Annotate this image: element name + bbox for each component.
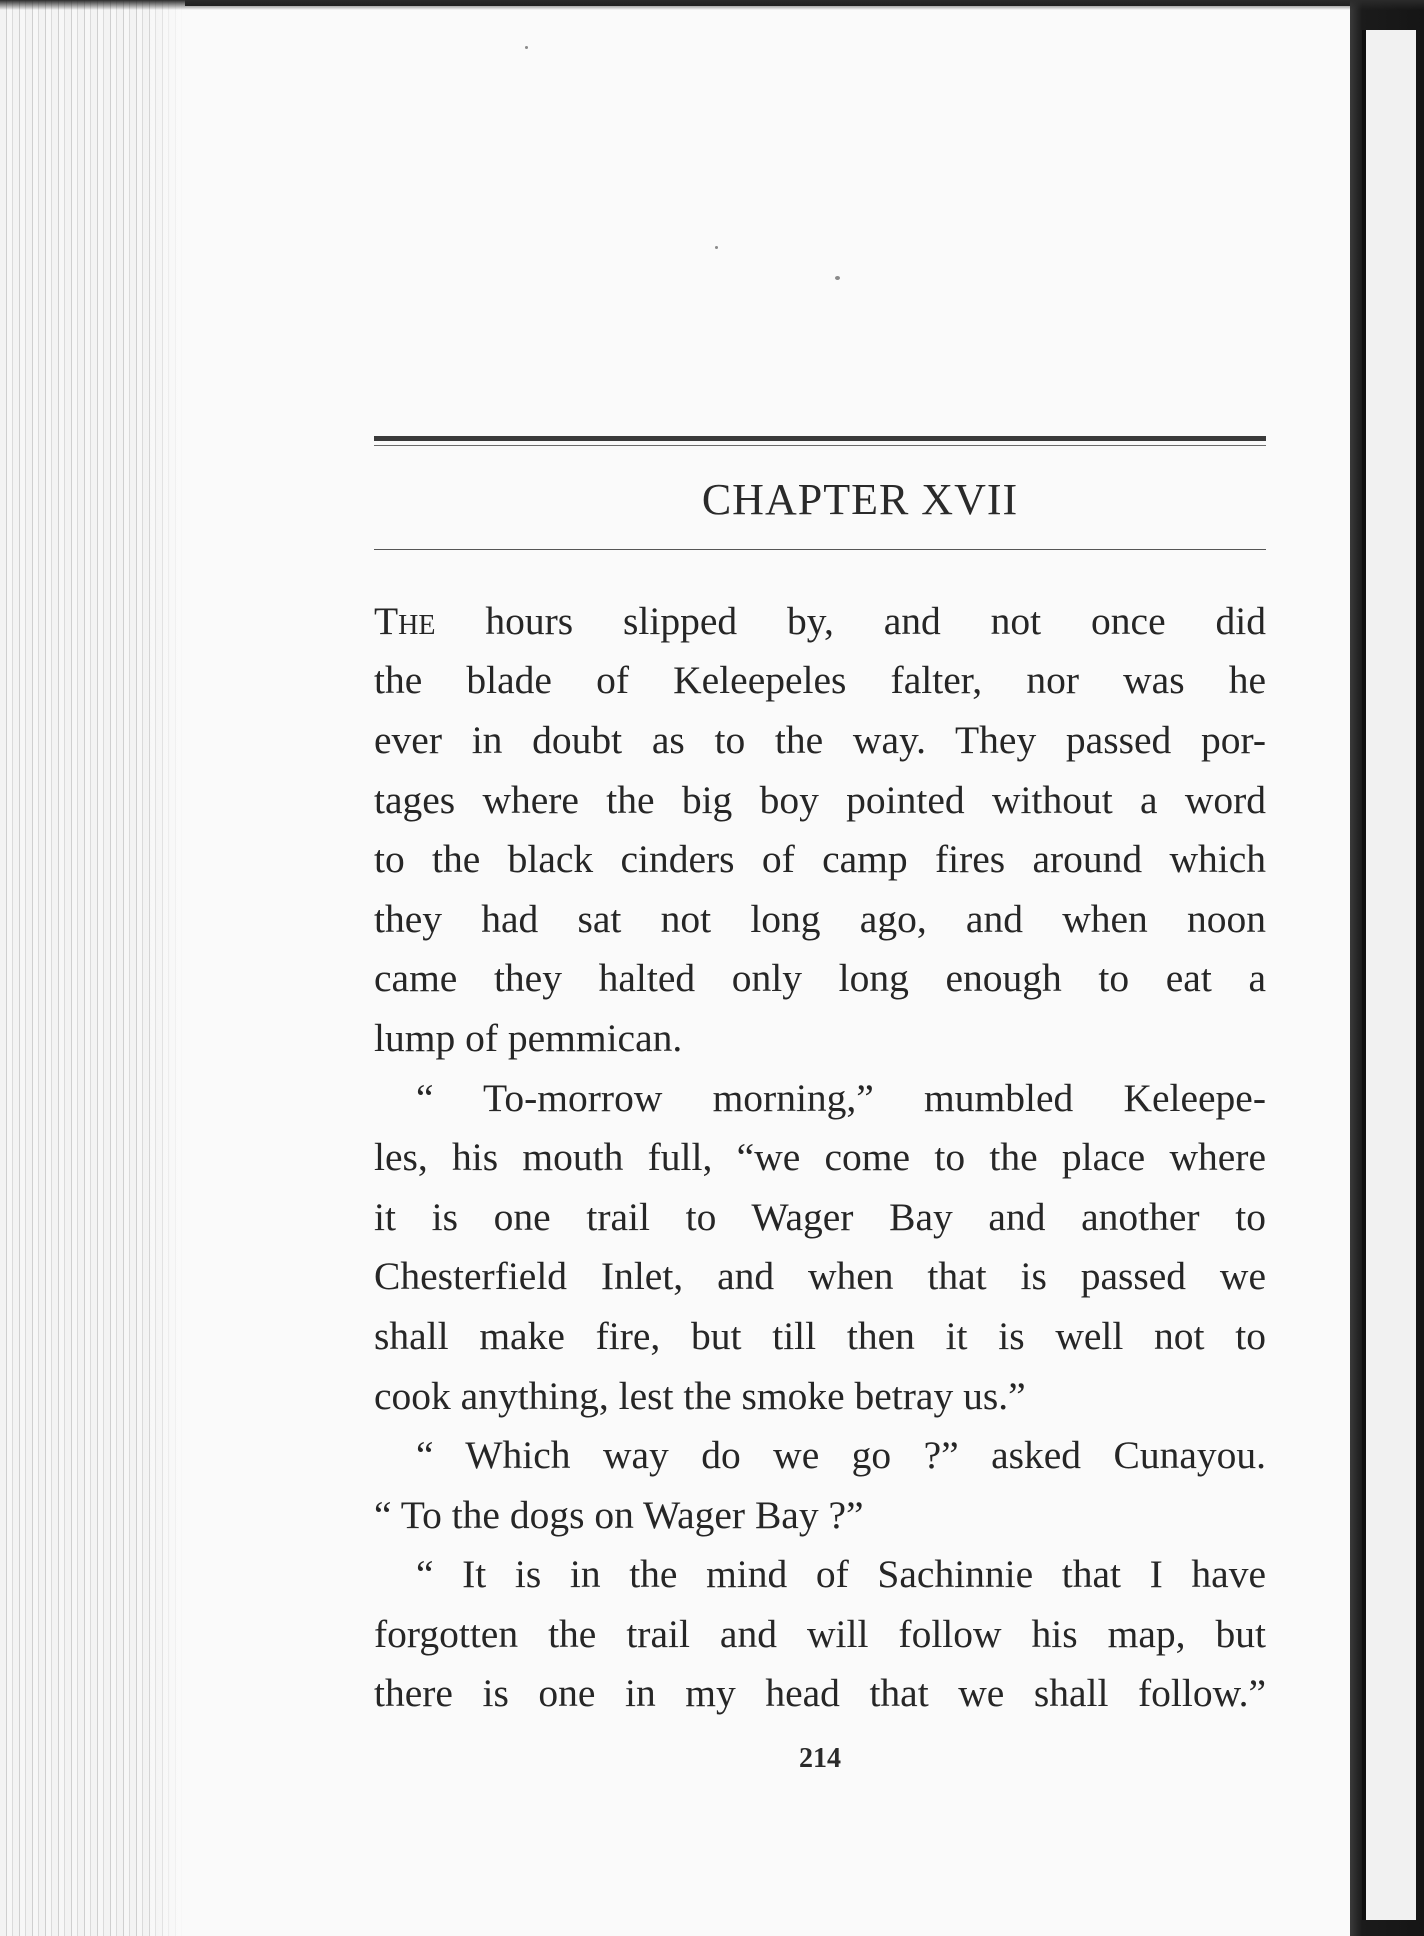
text-line: “ It is in the mind of Sachinnie that I have — [416, 1552, 1266, 1597]
top-shadow — [0, 0, 1424, 10]
heading-rule-bottom — [374, 549, 1266, 550]
page-edges-stack — [0, 0, 185, 1936]
text-line: “ To the dogs on Wager Bay ?” — [374, 1492, 864, 1537]
right-binding-edge — [1350, 0, 1424, 1936]
text-line: came they halted only long enough to eat a — [374, 956, 1266, 1001]
facing-page-sliver — [1362, 30, 1416, 1920]
heading-rule-thick — [374, 436, 1266, 441]
text-line: les, his mouth full, “we come to the place where — [374, 1135, 1266, 1180]
text-line: the blade of Keleepeles falter, nor was he — [374, 658, 1266, 703]
text-line: Chesterfield Inlet, and when that is passed we — [374, 1254, 1266, 1299]
text-line-content: hours slipped by, and not once did — [435, 598, 1266, 643]
text-line: tages where the big boy pointed without a word — [374, 777, 1266, 822]
paragraph-4 — [374, 1545, 1266, 1724]
paragraph-2 — [374, 1069, 1266, 1427]
text-line: forgotten the trail and will follow his map, but — [374, 1611, 1266, 1656]
paper-speck — [525, 46, 528, 49]
heading-rule-thin — [374, 445, 1266, 446]
paragraph-1 — [374, 592, 1266, 1069]
text-line: they had sat not long ago, and when noon — [374, 896, 1266, 941]
text-line: “ To-morrow morning,” mumbled Keleepe- — [416, 1075, 1266, 1120]
text-line: cook anything, lest the smoke betray us.” — [374, 1373, 1026, 1418]
page-content — [374, 436, 1266, 1774]
paper-speck — [835, 276, 840, 280]
paper-speck — [715, 246, 718, 249]
text-line: “ Which way do we go ?” asked Cunayou. — [416, 1433, 1266, 1478]
text-line: there is one in my head that we shall follow.” — [374, 1671, 1266, 1716]
lead-word: The — [374, 598, 436, 643]
text-line: shall make fire, but till then it is well not to — [374, 1313, 1266, 1358]
chapter-heading: CHAPTER XVII — [701, 475, 1019, 524]
body-text — [374, 592, 1266, 1724]
text-line: to the black cinders of camp fires around which — [374, 837, 1266, 882]
text-line — [374, 592, 1266, 652]
text-line: it is one trail to Wager Bay and another to — [374, 1194, 1266, 1239]
page-number: 214 — [799, 1743, 841, 1774]
paragraph-3 — [374, 1426, 1266, 1545]
text-line: ever in doubt as to the way. They passed por- — [374, 717, 1266, 762]
text-line: lump of pemmican. — [374, 1015, 683, 1060]
